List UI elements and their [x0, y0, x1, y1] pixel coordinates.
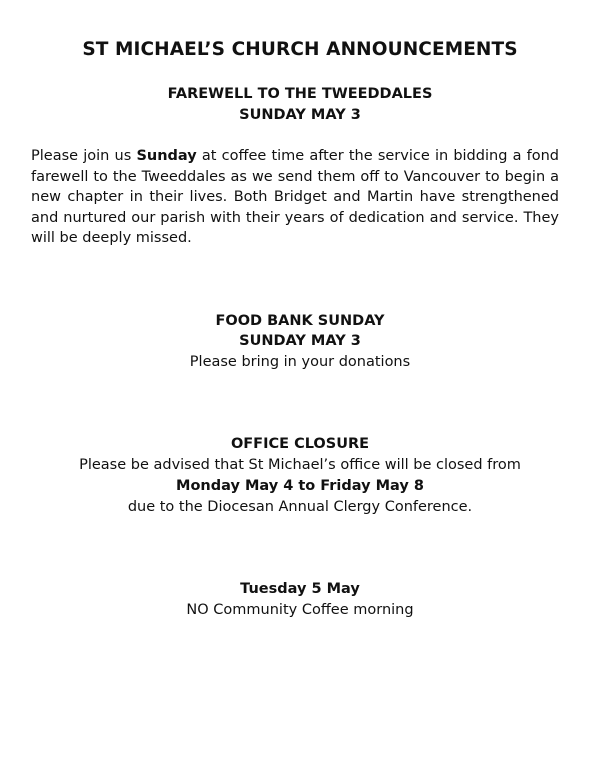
food-bank-note: Please bring in your donations	[189, 354, 411, 370]
farewell-body-rest: at coffee time after the service in bidding a fond farewell to the Tweeddales as we send them off to Vancouver to begin a new chapter in their lives. Both Bridget and Martin have strengthened and nurtured our parish with their years of dedication and service. They will be deeply missed.	[31, 148, 559, 246]
office-closure-dates: Monday May 4 to Friday May 8	[176, 478, 424, 494]
farewell-body-start: Please join us	[31, 148, 137, 164]
office-closure-line1: Please be advised that St Michael’s office will be closed from	[79, 457, 521, 473]
office-closure-line3: due to the Diocesan Annual Clergy Conference.	[127, 499, 473, 515]
food-bank-heading: FOOD BANK SUNDAY	[215, 313, 385, 329]
coffee-note: NO Community Coffee morning	[186, 602, 414, 618]
farewell-heading: FAREWELL TO THE TWEEDDALES	[167, 86, 433, 102]
page-title: ST MICHAEL’S CHURCH ANNOUNCEMENTS	[82, 39, 518, 60]
food-bank-date: SUNDAY MAY 3	[239, 333, 361, 349]
farewell-date: SUNDAY MAY 3	[239, 107, 361, 123]
office-closure-heading: OFFICE CLOSURE	[230, 436, 370, 452]
farewell-body-bold: Sunday	[136, 148, 197, 164]
coffee-date: Tuesday 5 May	[240, 581, 360, 597]
farewell-paragraph	[31, 146, 559, 249]
